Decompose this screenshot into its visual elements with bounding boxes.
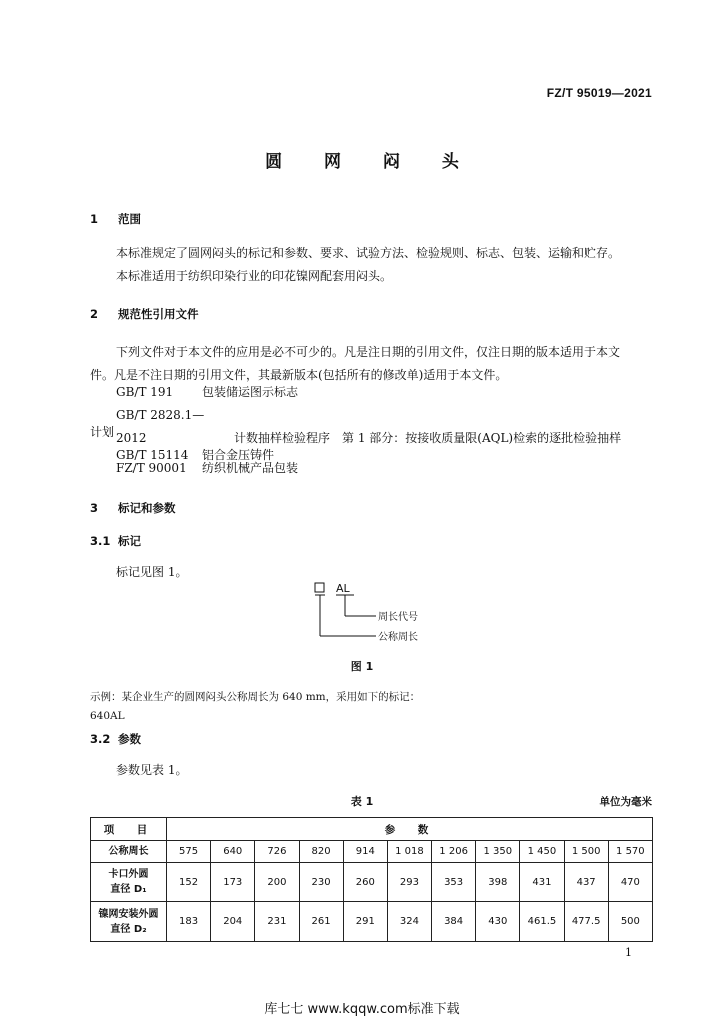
section-title: 规范性引用文件 [118,307,199,321]
section-number: 3 [90,501,99,515]
page-number: 1 [625,946,632,959]
table-cell: 575 [167,841,211,863]
table-cell: 324 [387,902,431,942]
table-cell: 384 [432,902,476,942]
subsection-number: 3.2 [90,732,111,746]
subsection-number: 3.1 [90,534,111,548]
placeholder-box [315,583,324,592]
row-label-line: 直径 D₂ [110,923,147,935]
reference-code: GB/T 15114 [116,448,189,462]
header-params: 参 数 [167,818,653,841]
table-cell: 200 [255,863,299,902]
row-label-line: 直径 D₁ [110,884,147,895]
figure-code: AL [336,582,350,595]
example-block [90,688,420,726]
table-cell: 726 [255,841,299,863]
table-cell: 640 [211,841,255,863]
reference-title: 包装储运图示标志 [202,385,299,399]
table-cell: 1 450 [520,841,564,863]
footer-watermark-text: 库七七 www.kqqw.com标准下载 [264,1002,460,1017]
section-title: 标记和参数 [118,501,176,515]
table-cell: 398 [476,863,520,902]
table-unit: 单位为毫米 [599,796,652,808]
table-cell: 353 [432,863,476,902]
reference-title: 纺织机械产品包装 [202,461,299,475]
example-line-1: 示例：某企业生产的圆网闷头公称周长为 640 mm，采用如下的标记： [90,691,421,703]
section-2-heading [90,306,199,322]
document-title: 圆 网 闷 头 [265,152,477,172]
section-number: 1 [90,212,99,226]
table-cell: 461.5 [520,902,564,942]
table-cell: 173 [211,863,255,902]
table-cell: 204 [211,902,255,942]
section-1-para-1: 本标准规定了圆网闷头的标记和参数、要求、试验方法、检验规则、标志、包装、运输和贮存。 [116,246,621,260]
table-cell: 430 [476,902,520,942]
table-cell: 477.5 [564,902,608,942]
table-cell: 1 206 [432,841,476,863]
table-cell: 500 [608,902,652,942]
table-caption: 表 1 [350,795,374,808]
subsection-3-2-heading [90,731,141,747]
table-cell: 820 [299,841,343,863]
parameter-table [90,817,653,942]
table-cell: 1 350 [476,841,520,863]
table-cell: 470 [608,863,652,902]
figure-caption: 图 1 [350,660,374,673]
row-label-line: 镍网安装外圆 [98,908,159,920]
section-1-para-2: 本标准适用于纺织印染行业的印花镍网配套用闷头。 [116,269,393,283]
reference-title-continuation: 计划 [90,425,115,439]
reference-title: 铝合金压铸件 [202,448,275,462]
figure-label-nominal-perimeter: 公称周长 [378,632,418,643]
subsection-3-1-heading [90,533,141,549]
section-title: 范围 [118,212,141,226]
table-cell: 1 570 [608,841,652,863]
row-label: 公称周长 [91,841,167,863]
subsection-title: 标记 [118,534,141,548]
table-cell: 293 [387,863,431,902]
example-line-2: 640AL [90,710,125,722]
header-item: 项 目 [91,818,167,841]
table-cell: 914 [343,841,387,863]
row-label [91,902,167,942]
subsection-3-1-text: 标记见图 1。 [116,565,188,579]
section-number: 2 [90,307,99,321]
table-cell: 1 018 [387,841,431,863]
subsection-title: 参数 [118,732,141,746]
row-label-line: 卡口外圆 [108,869,149,880]
reference-code: GB/T 2828.1—2012 [116,408,205,445]
section-1-heading [90,211,141,227]
marking-figure [300,578,460,648]
table-header-row [91,818,653,841]
section-3-heading [90,500,176,516]
table-cell: 230 [299,863,343,902]
marking-diagram [300,578,460,648]
reference-item [116,457,298,480]
standard-number: FZ/T 95019—2021 [546,86,652,100]
table-cell: 231 [255,902,299,942]
table-cell: 291 [343,902,387,942]
section-2-intro-line-1: 下列文件对于本文件的应用是必不可少的。凡是注日期的引用文件，仅注日期的版本适用于本文 [116,345,621,359]
reference-item [116,381,298,404]
table-row [91,902,653,942]
subsection-3-2-text: 参数见表 1。 [116,763,188,777]
section-2-intro-line-2: 件。凡是不注日期的引用文件，其最新版本(包括所有的修改单)适用于本文件。 [90,368,508,382]
reference-title: 计数抽样检验程序 第 1 部分：按接收质量限(AQL)检索的逐批检验抽样 [234,431,622,445]
table-cell: 183 [167,902,211,942]
table-cell: 431 [520,863,564,902]
reference-code: FZ/T 90001 [116,461,187,475]
table-cell: 1 500 [564,841,608,863]
figure-label-perimeter-code: 周长代号 [378,612,418,623]
table-cell: 261 [299,902,343,942]
table-cell: 260 [343,863,387,902]
table-row [91,841,653,863]
table-cell: 437 [564,863,608,902]
reference-code: GB/T 191 [116,385,174,399]
table-row [91,863,653,902]
table-cell: 152 [167,863,211,902]
row-label [91,863,167,902]
